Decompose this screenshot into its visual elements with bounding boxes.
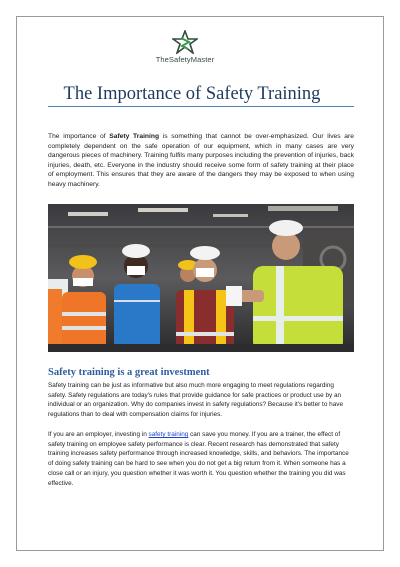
section-paragraph-1: Safety training can be just as informative but also much more engaging to meet regulations regarding safety. Safety regulations are today's rules that provide guidance for safe practices or product use by an individual or an organization. Why do companies invest in safety regulations? Because it's better to have regulations than to deal with compensation claims for injuries. [48, 382, 344, 419]
section-heading: Safety training is a great investment [48, 367, 210, 378]
intro-bold-term: Safety Training [109, 133, 160, 140]
para2-text-start: If you are an employer, investing in [48, 431, 149, 438]
page-title: The Importance of Safety Training [63, 84, 321, 104]
intro-text-rest: is something that cannot be over-emphasized. Our lives are completely dependent on the safe operation of our equipment, which in many cases are very dangerous pieces of machinery. Training fulfils many purposes including the prevention of injuries, back injuries, death, etc. Everyone in the industry should receive some form of safety training at their place of employment. This ensures that they are aware of the dangers they may be exposed to when using heavy machinery. [48, 133, 354, 188]
para2-text-rest: can save you money. If you are a trainer, the effect of safety training on employee safety performance is clear. Recent research has demonstrated that safety training increases safety performance through increased knowledge, skills, and behaviors. The importance of doing safety training can be hard to see when you do not get a big return from it. When someone has a close call or an injury, you question whether it was worth it. You question whether the training you did was effective. [48, 431, 349, 487]
intro-paragraph [48, 132, 354, 190]
logo [140, 30, 230, 80]
section-paragraph-2 [48, 430, 354, 488]
title-divider [48, 106, 354, 107]
training-photo [48, 204, 354, 352]
safety-master-star-icon [172, 30, 198, 54]
safety-training-link[interactable]: safety training [148, 431, 189, 438]
intro-text-start: The importance of [48, 133, 110, 140]
logo-text: TheSafetyMaster [155, 55, 215, 64]
